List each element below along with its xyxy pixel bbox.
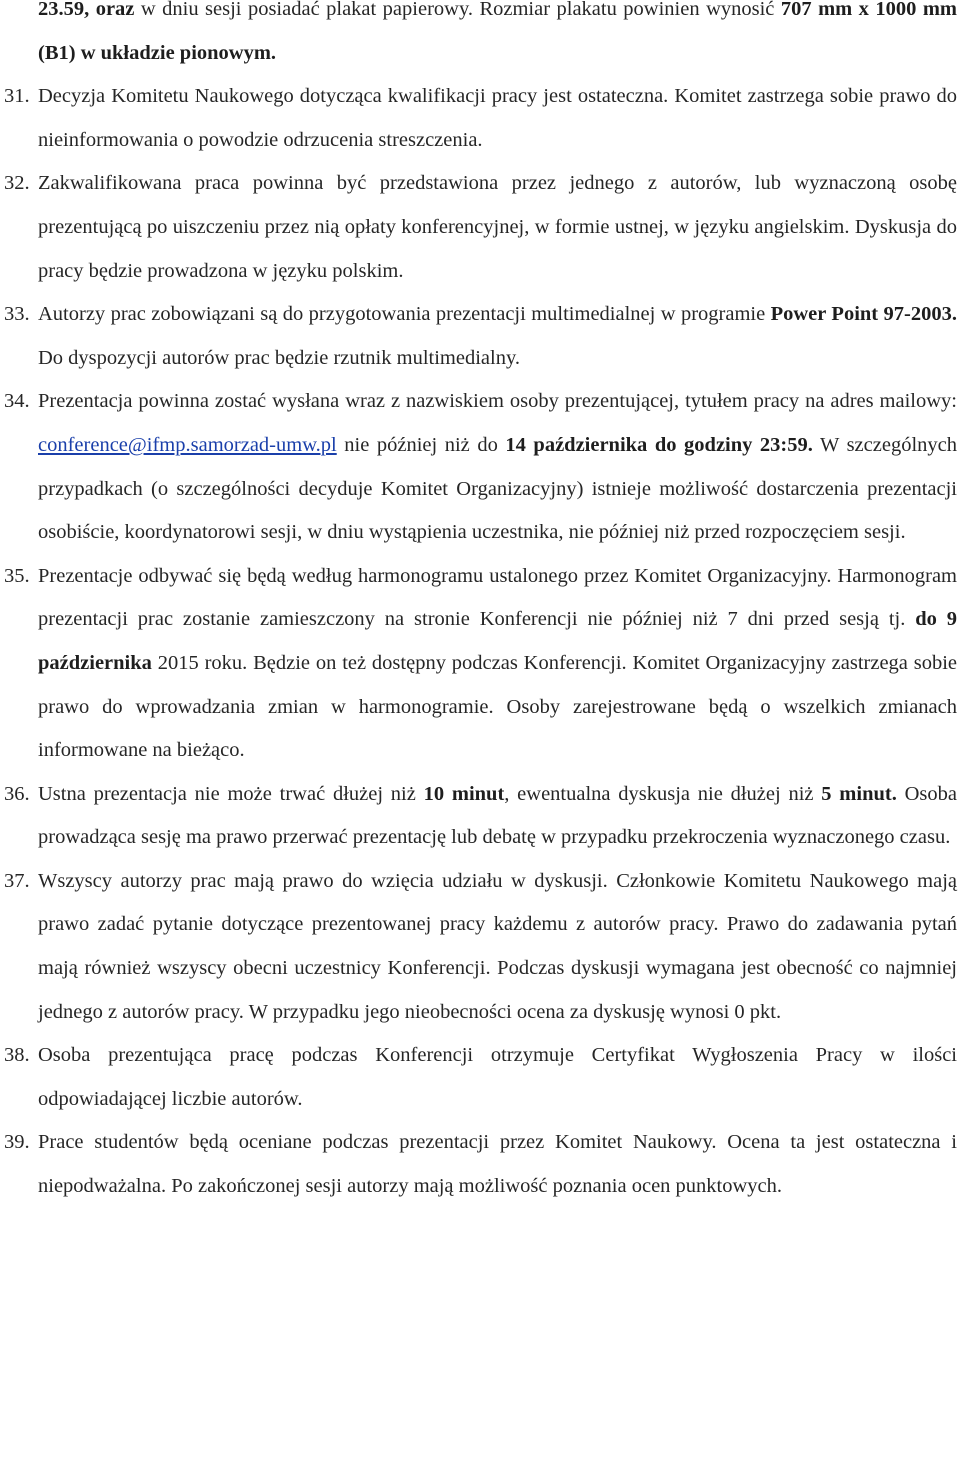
rule-bold-text: 5 minut. <box>821 782 897 805</box>
rule-number: 31. <box>4 85 30 108</box>
rule-number: 36. <box>4 782 30 805</box>
rule-item-39 <box>4 1121 957 1208</box>
rule-item-31 <box>4 75 957 162</box>
rule-text: Ustna prezentacja nie może trwać dłużej niż <box>38 782 424 805</box>
rules-list <box>4 75 957 1208</box>
intro-bold-lead: 23.59, oraz <box>38 0 135 20</box>
rule-text: , ewentualna dyskusja nie dłużej niż <box>504 782 822 805</box>
rule-number: 35. <box>4 564 30 587</box>
rule-text: Prace studentów będą oceniane podczas prezentacji przez Komitet Naukowy. Ocena ta jest ostateczna i niepodważalna. Po zakończonej sesji autorzy mają możliwość poznania ocen punktowych. <box>38 1131 957 1198</box>
rule-text: Do dyspozycji autorów prac będzie rzutnik multimedialny. <box>38 346 520 369</box>
rule-number: 32. <box>4 172 30 195</box>
rule-item-34 <box>4 380 957 554</box>
rule-text: Osoba prezentująca pracę podczas Konferencji otrzymuje Certyfikat Wygłoszenia Pracy w ilości odpowiadającej liczbie autorów. <box>38 1044 957 1110</box>
rule-text: Autorzy prac zobowiązani są do przygotowania prezentacji multimedialnej w programie <box>38 303 771 326</box>
rule-number: 38. <box>4 1044 30 1067</box>
rule-text: W szczególnych przypadkach (o szczególności decyduje Komitet Organizacyjny) istnieje możliwość dostarczenia prezentacji osobiście, koordynatorowi sesji, w dniu wystąpienia uczestnika, nie później niż przed rozpoczęciem sesji. <box>38 433 957 544</box>
rule-item-36 <box>4 773 957 860</box>
email-link[interactable]: conference@ifmp.samorzad-umw.pl <box>38 433 337 456</box>
rule-item-35 <box>4 555 957 773</box>
rule-item-33 <box>4 293 957 380</box>
rule-number: 39. <box>4 1131 30 1154</box>
rule-number: 34. <box>4 390 30 413</box>
rule-item-37 <box>4 860 957 1034</box>
intro-poster-size: 707 mm x 1000 mm (B1) w układzie pionowym. <box>38 0 958 64</box>
rule-item-32 <box>4 162 957 293</box>
rule-text: Decyzja Komitetu Naukowego dotycząca kwalifikacji pracy jest ostateczna. Komitet zastrzega sobie prawo do nieinformowania o powodzie odrzucenia streszczenia. <box>38 85 957 151</box>
intro-text: w dniu sesji posiadać plakat papierowy. Rozmiar plakatu powinien wynosić <box>134 0 781 20</box>
rule-text: nie później niż do <box>336 433 506 456</box>
rule-text: Wszyscy autorzy prac mają prawo do wzięcia udziału w dyskusji. Członkowie Komitetu Naukowego mają prawo zadać pytanie dotyczące prezentowanej pracy każdemu z autorów pracy. Prawo do zadawania pytań mają również wszyscy obecni uczestnicy Konferencji. Podczas dyskusji wymagana jest obecność co najmniej jednego z autorów pracy. W przypadku jego nieobecności ocena za dyskusję wynosi 0 pkt. <box>38 869 957 1023</box>
rule-text: Prezentacja powinna zostać wysłana wraz z nazwiskiem osoby prezentującej, tytułem pracy na adres mailowy: <box>38 390 957 413</box>
rule-text: Osoba prowadząca sesję ma prawo przerwać prezentację lub debatę w przypadku przekroczenia wyznaczonego czasu. <box>38 782 957 849</box>
continued-item-30 <box>4 0 957 75</box>
rule-text: Prezentacje odbywać się będą według harmonogramu ustalonego przez Komitet Organizacyjny. Harmonogram prezentacji prac zostanie zamieszczony na stronie Konferencji nie później niż 7 dni przed sesją tj. <box>38 564 957 631</box>
rule-bold-text: 14 października do godziny 23:59. <box>505 433 813 456</box>
rule-number: 33. <box>4 303 30 326</box>
rule-text: Zakwalifikowana praca powinna być przedstawiona przez jednego z autorów, lub wyznaczoną osobę prezentującą po uiszczeniu przez nią opłaty konferencyjnej, w formie ustnej, w języku angielskim. Dyskusja do pracy będzie prowadzona w języku polskim. <box>38 172 957 282</box>
rule-bold-text: Power Point 97-2003. <box>770 303 957 326</box>
rule-bold-text: do 9 października <box>38 608 957 674</box>
rule-number: 37. <box>4 869 30 892</box>
rule-item-38 <box>4 1034 957 1121</box>
rule-text: 2015 roku. Będzie on też dostępny podczas Konferencji. Komitet Organizacyjny zastrzega sobie prawo do wprowadzania zmian w harmonogramie. Osoby zarejestrowane będą o wszelkich zmianach informowane na bieżąco. <box>38 651 957 762</box>
rule-bold-text: 10 minut <box>423 782 505 805</box>
